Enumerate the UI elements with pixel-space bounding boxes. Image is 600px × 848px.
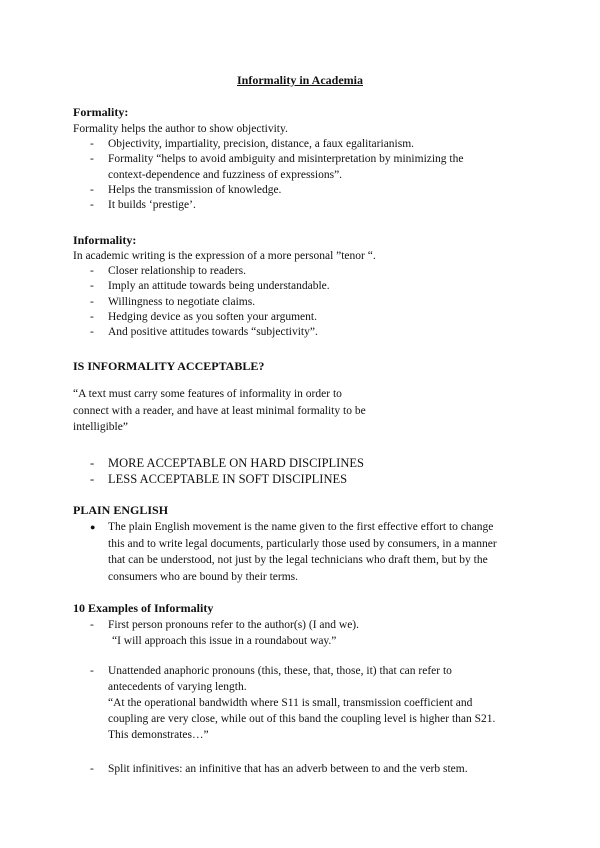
dash-marker: -: [90, 310, 94, 323]
plain-english-heading: PLAIN ENGLISH: [73, 503, 169, 517]
examples-list: [0, 617, 600, 649]
dash-marker: -: [90, 326, 94, 339]
list-item-text: Split infinitives: an infinitive that has an adverb between to and the verb stem.: [108, 763, 468, 775]
dash-marker: -: [90, 138, 94, 150]
dash-marker: -: [90, 265, 94, 277]
list-item-text: antecedents of varying length.: [108, 681, 247, 693]
dash-marker: -: [90, 199, 94, 212]
dash-marker: -: [90, 665, 94, 677]
list-item-text: consumers who are bound by their terms.: [108, 570, 299, 583]
acceptable-list: [0, 455, 600, 487]
formality-heading: Formality:: [73, 105, 129, 119]
list-item-text: Objectivity, impartiality, precision, distance, a faux egalitarianism.: [108, 138, 415, 150]
informality-heading: Informality:: [73, 233, 137, 247]
formality-list: [0, 137, 600, 213]
page-title: Informality in Academia: [237, 73, 363, 87]
acceptable-heading: IS INFORMALITY ACCEPTABLE?: [73, 359, 265, 373]
list-item-text: It builds ‘prestige’.: [108, 199, 196, 212]
bullet-marker: ●: [90, 522, 96, 532]
list-item-text: Unattended anaphoric pronouns (this, these, that, those, it) that can refer to: [108, 665, 452, 677]
list-item-text: This demonstrates…”: [108, 729, 209, 741]
list-item: [0, 762, 600, 777]
list-item-text: coupling are very close, while out of this band the coupling level is higher than S21.: [108, 713, 496, 725]
list-item-text: Willingness to negotiate claims.: [108, 295, 256, 308]
quote-line: “A text must carry some features of informality in order to: [73, 388, 342, 400]
list-item-text: Imply an attitude towards being understandable.: [108, 280, 330, 293]
informality-list: [0, 264, 600, 340]
list-item: [0, 471, 600, 487]
dash-marker: -: [90, 456, 95, 470]
list-item: [0, 310, 600, 325]
list-item-text: that can be understood, not just by the legal technicians who draft them, but by the: [108, 554, 488, 566]
list-item: [0, 295, 600, 310]
list-item-text: Closer relationship to readers.: [108, 265, 246, 277]
list-item: [0, 264, 600, 279]
list-item-text: “I will approach this issue in a roundabout way.”: [112, 635, 337, 647]
list-item: [0, 455, 600, 471]
list-item: [0, 325, 600, 340]
list-item: [0, 152, 600, 183]
list-item: [0, 198, 600, 213]
list-item: [0, 279, 600, 294]
examples-list-3: [0, 762, 600, 777]
list-item-text: And positive attitudes towards “subjectivity”.: [108, 326, 318, 339]
list-item: [0, 663, 600, 743]
list-item: [0, 183, 600, 198]
quote-line: intelligible”: [73, 421, 128, 433]
dash-marker: -: [90, 472, 95, 486]
dash-marker: -: [90, 295, 94, 308]
list-item-text: “At the operational bandwidth where S11 is small, transmission coefficient and: [108, 697, 473, 709]
list-item-text: MORE ACCEPTABLE ON HARD DISCIPLINES: [108, 456, 364, 470]
list-item-text: The plain English movement is the name given to the first effective effort to change: [108, 521, 494, 533]
list-item: [0, 617, 600, 649]
dash-marker: -: [90, 183, 94, 196]
list-item: [0, 137, 600, 152]
list-item: [0, 519, 600, 585]
dash-marker: -: [90, 619, 94, 631]
list-item-text: Formality “helps to avoid ambiguity and misinterpretation by minimizing the: [108, 153, 464, 166]
quote-line: connect with a reader, and have at least minimal formality to be: [73, 404, 366, 417]
list-item-text: Hedging device as you soften your argument.: [108, 310, 317, 323]
plain-english-list: [0, 519, 600, 585]
list-item-text: Helps the transmission of knowledge.: [108, 183, 282, 196]
list-item-text: context-dependence and fuzziness of expressions”.: [108, 168, 343, 181]
examples-list-2: [0, 663, 600, 743]
examples-heading: 10 Examples of Informality: [73, 601, 214, 615]
list-item-text: LESS ACCEPTABLE IN SOFT DISCIPLINES: [108, 472, 348, 486]
informality-intro: In academic writing is the expression of a more personal ”tenor “.: [73, 250, 376, 262]
formality-intro: Formality helps the author to show objectivity.: [73, 123, 288, 135]
acceptable-quote: [73, 386, 366, 436]
dash-marker: -: [90, 280, 94, 293]
list-item-text: this and to write legal documents, particularly those used by consumers, in a manner: [108, 537, 497, 550]
dash-marker: -: [90, 153, 94, 166]
list-item-text: First person pronouns refer to the author(s) (I and we).: [108, 619, 360, 631]
dash-marker: -: [90, 763, 94, 775]
